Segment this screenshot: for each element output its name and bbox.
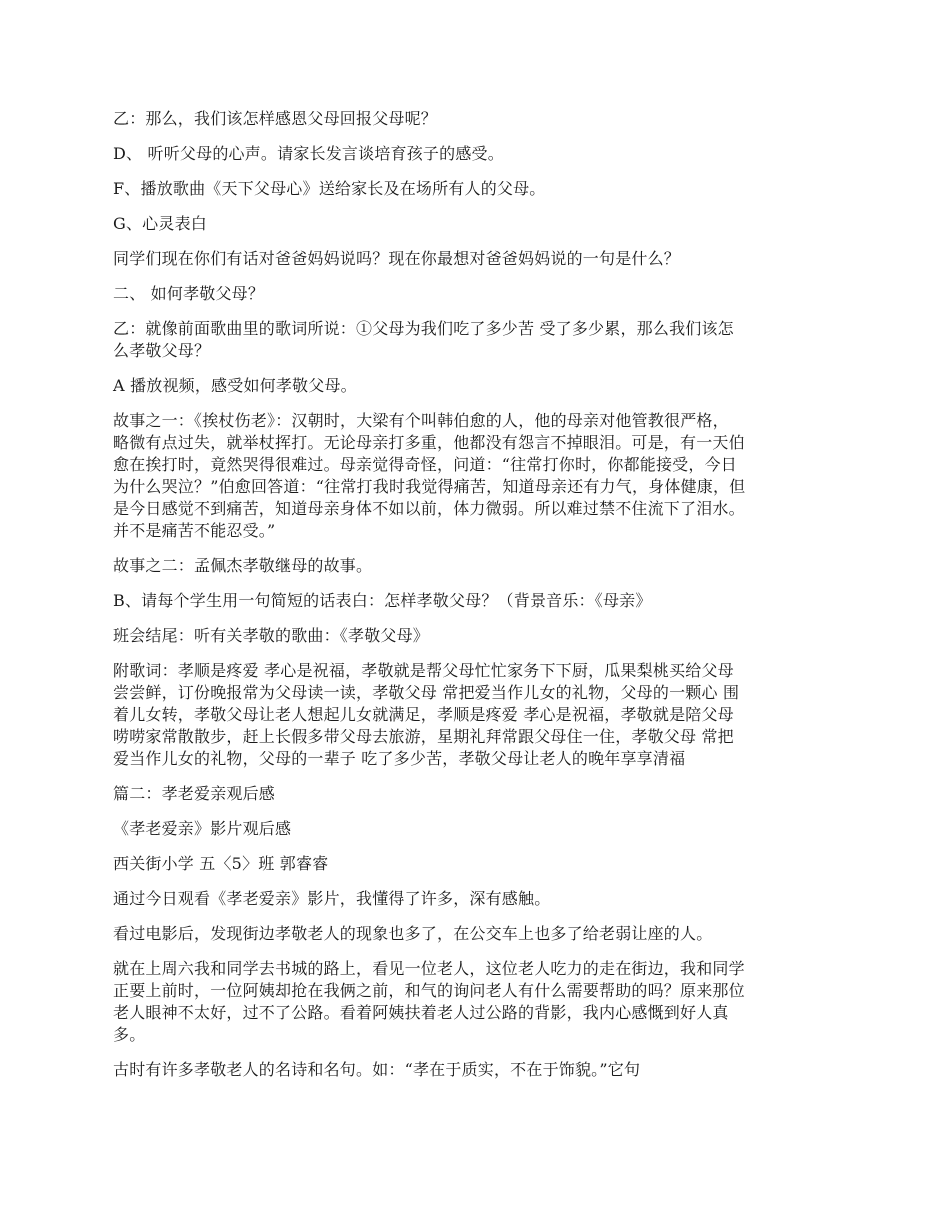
paragraph: 古时有许多孝敬老人的名诗和名句。如：“孝在于质实，不在于饰貌。”它句 [113, 1060, 641, 1079]
section-heading: 二、 如何孝敬父母？ [113, 284, 265, 303]
story-paragraph: 故事之一：《挨杖伤老》：汉朝时，大梁有个叫韩伯愈的人，他的母亲对他管教很严格， 略微有点过失，就举杖挥打。无论母亲打多重，他都没有怨言不掉眼泪。可是，有一天伯 愈在挨打时，竟然哭得很难过。母亲觉得奇怪，问道：“往常打你时，你都能接受，今日 为什么哭泣？”伯愈回答道：“往常打我时我觉得痛苦，知道母亲还有力气，身体健康，但 是今日感觉不到痛苦，知道母亲身体不如以前，体力微弱。所以难过禁不住流下了泪水。 并不是痛苦不能忍受。” [113, 411, 746, 540]
paragraph: 看过电影后，发现街边孝敬老人的现象也多了，在公交车上也多了给老弱让座的人。 [113, 924, 713, 943]
article-title: 《孝老爱亲》影片观后感 [113, 819, 292, 838]
paragraph: G、心灵表白 [113, 214, 207, 233]
paragraph: D、 听听父母的心声。请家长发言谈培育孩子的感受。 [113, 144, 504, 163]
lyrics-paragraph: 附歌词：孝顺是疼爱 孝心是祝福，孝敬就是帮父母忙忙家务下下厨，瓜果梨桃买给父母 尝尝鲜，订份晚报常为父母读一读，孝敬父母 常把爱当作儿女的礼物，父母的一颗心 围 着儿女转，孝敬父母让老人想起儿女就满足，孝顺是疼爱 孝心是祝福，孝敬就是陪父母 唠唠家常散散步，赶上长假多带父母去旅游，星期礼拜常跟父母住一住，孝敬父母 常把 爱当作儿女的礼物，父母的一辈子 吃了多少苦，孝敬父母让老人的晚年享享清福 [113, 661, 740, 768]
paragraph: 通过今日观看《孝老爱亲》影片，我懂得了许多，深有感触。 [113, 889, 551, 908]
paragraph: 乙：就像前面歌曲里的歌词所说：①父母为我们吃了多少苦 受了多少累，那么我们该怎 么孝敬父母？ [113, 319, 734, 360]
paragraph: F、播放歌曲《天下父母心》送给家长及在场所有人的父母。 [113, 179, 546, 198]
paragraph: A 播放视频，感受如何孝敬父母。 [113, 376, 357, 395]
paragraph: 同学们现在你们有话对爸爸妈妈说吗？现在你最想对爸爸妈妈说的一句是什么？ [113, 249, 681, 268]
paragraph: 故事之二：孟佩杰孝敬继母的故事。 [113, 556, 373, 575]
paragraph: 班会结尾：听有关孝敬的歌曲：《孝敬父母》 [113, 626, 430, 645]
paragraph: 乙：那么，我们该怎样感恩父母回报父母呢？ [113, 109, 438, 128]
author-line: 西关街小学 五〈5〉班 郭睿睿 [113, 854, 329, 873]
section-heading: 篇二：孝老爱亲观后感 [113, 784, 276, 803]
paragraph: 就在上周六我和同学去书城的路上，看见一位老人，这位老人吃力的走在街边，我和同学 正要上前时，一位阿姨却抢在我俩之前，和气的询问老人有什么需要帮助的吗？原来那位 老人眼神不太好，过不了公路。看着阿姨扶着老人过公路的背影，我内心感慨到好人真 多。 [113, 959, 745, 1044]
paragraph: B、请每个学生用一句简短的话表白：怎样孝敬父母？（背景音乐：《母亲》 [113, 591, 652, 610]
